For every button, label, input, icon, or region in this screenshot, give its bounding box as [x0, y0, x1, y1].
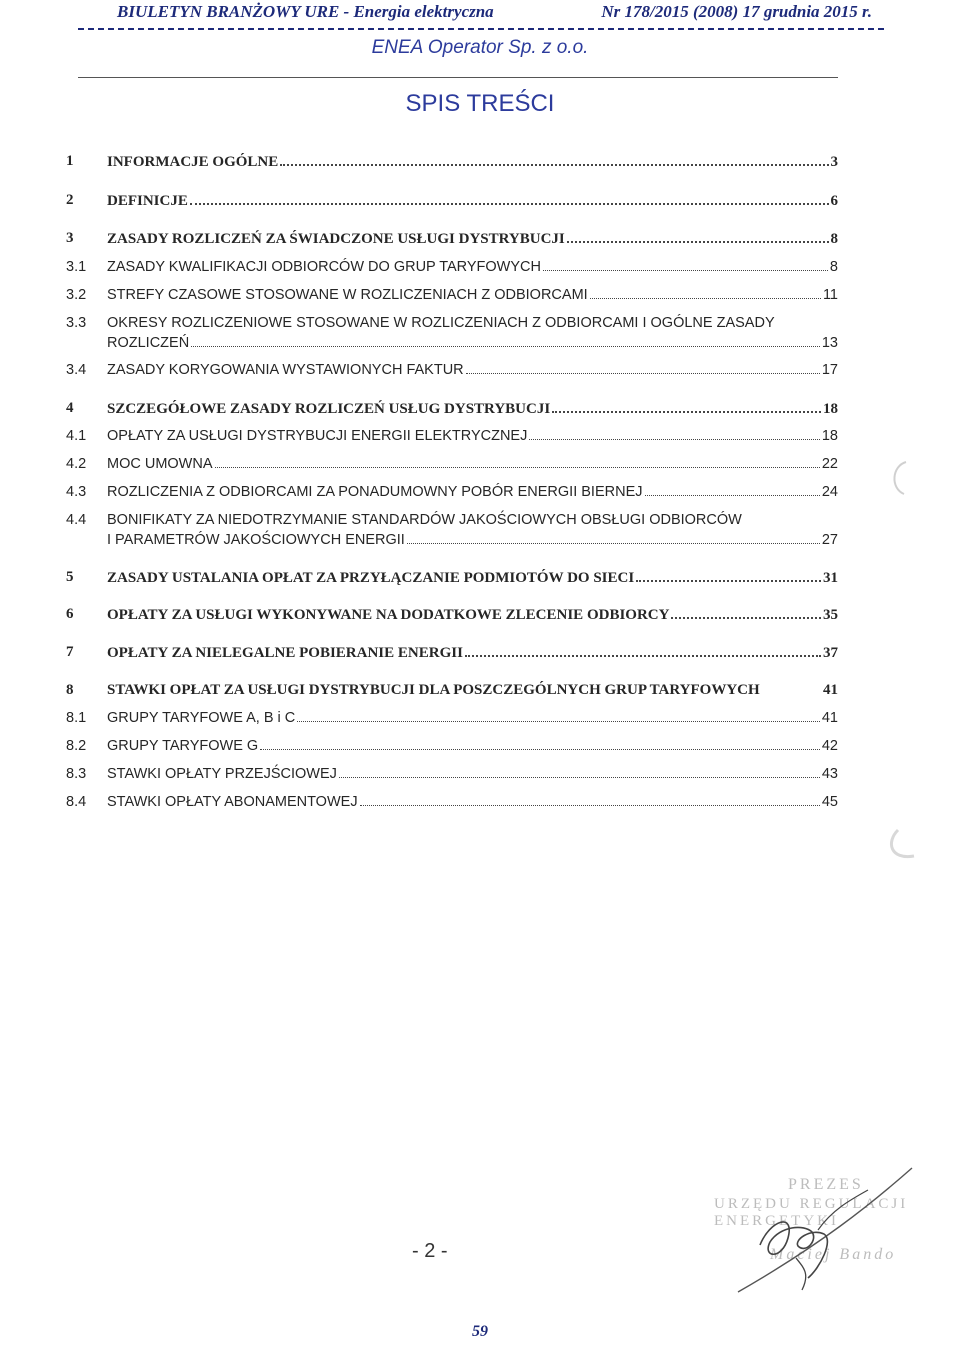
- header-divider: [78, 28, 884, 30]
- toc-entry-title: ROZLICZEŃ: [107, 335, 190, 351]
- toc-entry-title: OPŁATY ZA NIELEGALNE POBIERANIE ENERGII: [107, 645, 463, 661]
- bulletin-page-number: 59: [472, 1323, 488, 1340]
- toc-entry-number: 2: [66, 192, 74, 208]
- toc-page-number: 22: [821, 456, 838, 472]
- toc-leader-dots: [280, 151, 828, 166]
- toc-entry-number: 3.4: [66, 362, 87, 378]
- toc-page-number: 18: [823, 401, 838, 417]
- toc-entry[interactable]: [66, 764, 838, 784]
- toc-entry[interactable]: [66, 708, 838, 728]
- toc-entry-number: 8.3: [66, 766, 87, 782]
- toc-leader-dots: [645, 482, 820, 496]
- toc-entry-title: ZASADY KWALIFIKACJI ODBIORCÓW DO GRUP TARYFOWYCH: [107, 259, 541, 275]
- toc-entry-title: ROZLICZENIA Z ODBIORCAMI ZA PONADUMOWNY POBÓR ENERGII BIERNEJ: [107, 484, 643, 500]
- toc-page-number: 17: [821, 362, 838, 378]
- toc-entry[interactable]: [66, 680, 838, 700]
- toc-entry-title: STAWKI OPŁAT ZA USŁUGI DYSTRYBUCJI DLA POSZCZEGÓLNYCH GRUP TARYFOWYCH: [107, 682, 760, 698]
- toc-page-number: 6: [830, 193, 838, 209]
- bulletin-issue: Nr 178/2015 (2008) 17 grudnia 2015 r.: [601, 2, 872, 21]
- toc-entry-number: 6: [66, 606, 74, 622]
- toc-entry-title: OPŁATY ZA USŁUGI WYKONYWANE NA DODATKOWE ZLECENIE ODBIORCY: [107, 607, 670, 623]
- toc-entry-number: 4.2: [66, 456, 87, 472]
- toc-leader-dots: [297, 708, 820, 722]
- toc-entry[interactable]: [66, 482, 838, 502]
- toc-entry[interactable]: [66, 360, 838, 380]
- toc-entry-number: 1: [66, 153, 74, 169]
- toc-leader-dots: [339, 764, 820, 778]
- toc-entry-title: BONIFIKATY ZA NIEDOTRZYMANIE STANDARDÓW JAKOŚCIOWYCH OBSŁUGI ODBIORCÓW: [107, 512, 742, 528]
- toc-page-number: 18: [821, 428, 838, 444]
- official-stamp: [700, 1150, 940, 1300]
- toc-entry-number: 8: [66, 682, 74, 698]
- toc-leader-dots: [260, 736, 820, 750]
- toc-leader-dots: [567, 228, 829, 243]
- toc-entry-number: 3.3: [66, 315, 87, 331]
- stamp-line: URZĘDU REGULACJI ENERGETYKI: [714, 1196, 909, 1229]
- toc-entry-number: 3.2: [66, 287, 87, 303]
- toc-page-number: 43: [821, 766, 838, 782]
- toc-leader-dots: [590, 285, 821, 299]
- toc-page-number: 45: [821, 794, 838, 810]
- toc-entry-number: 4.3: [66, 484, 87, 500]
- toc-entry[interactable]: [66, 426, 838, 446]
- toc-entry-title: MOC UMOWNA: [107, 456, 213, 472]
- company-name: ENEA Operator Sp. z o.o.: [371, 37, 589, 58]
- toc-entry-number: 8.1: [66, 710, 87, 726]
- toc-leader-dots: [671, 604, 821, 619]
- margin-mark: [884, 458, 914, 498]
- toc-entry[interactable]: [66, 567, 838, 588]
- toc-entry-title: ZASADY ROZLICZEŃ ZA ŚWIADCZONE USŁUGI DYSTRYBUCJI: [107, 231, 565, 247]
- toc-entry-number: 5: [66, 569, 74, 585]
- toc-entry[interactable]: [66, 642, 838, 663]
- toc-entry-title: SZCZEGÓŁOWE ZASADY ROZLICZEŃ USŁUG DYSTRYBUCJI: [107, 401, 551, 417]
- toc-entry[interactable]: [66, 228, 838, 249]
- toc-entry-title: STAWKI OPŁATY ABONAMENTOWEJ: [107, 794, 358, 810]
- toc-leader-dots: [407, 530, 820, 544]
- toc-page-number: 31: [823, 570, 838, 586]
- toc-entry[interactable]: [66, 285, 838, 305]
- toc-entry-number: 8.2: [66, 738, 87, 754]
- stamp-line: PREZES: [788, 1176, 864, 1193]
- toc-leader-dots: [190, 190, 829, 205]
- toc-title: SPIS TREŚCI: [405, 90, 555, 117]
- toc-entry-title: STAWKI OPŁATY PRZEJŚCIOWEJ: [107, 766, 337, 782]
- toc-entry-title: ZASADY USTALANIA OPŁAT ZA PRZYŁĄCZANIE PODMIOTÓW DO SIECI: [107, 570, 635, 586]
- toc-leader-dots: [529, 426, 820, 440]
- page-number: - 2 -: [412, 1240, 448, 1262]
- toc-entry-number: 4.1: [66, 428, 87, 444]
- toc-entry-number: 7: [66, 644, 74, 660]
- toc-page-number: 13: [821, 335, 838, 351]
- toc-entry-title: OKRESY ROZLICZENIOWE STOSOWANE W ROZLICZENIACH Z ODBIORCAMI I OGÓLNE ZASADY: [107, 315, 775, 331]
- toc-entry-title: INFORMACJE OGÓLNE: [107, 154, 279, 170]
- toc-page-number: 42: [821, 738, 838, 754]
- toc-leader-dots: [360, 792, 820, 806]
- toc-entry-title: DEFINICJE: [107, 193, 188, 209]
- bulletin-title: BIULETYN BRANŻOWY URE - Energia elektryczna: [117, 2, 494, 21]
- toc-entry-title: GRUPY TARYFOWE A, B i C: [107, 710, 296, 726]
- toc-leader-dots: [636, 567, 821, 582]
- toc-page-number: 41: [823, 682, 838, 698]
- toc-leader-dots: [543, 257, 828, 271]
- toc-entry[interactable]: [66, 454, 838, 474]
- toc-leader-dots: [191, 333, 820, 347]
- margin-mark: [884, 826, 924, 866]
- toc-page-number: 8: [829, 259, 838, 275]
- toc-entry[interactable]: [66, 398, 838, 419]
- toc-page-number: 27: [821, 532, 838, 548]
- toc-entry-number: 4.4: [66, 512, 87, 528]
- toc-page-number: 3: [830, 154, 838, 170]
- toc-entry-number: 8.4: [66, 794, 87, 810]
- toc-page-number: 8: [830, 231, 838, 247]
- toc-leader-dots: [215, 454, 820, 468]
- toc-entry[interactable]: [66, 510, 838, 550]
- toc-entry-number: 3: [66, 230, 74, 246]
- toc-entry-title: OPŁATY ZA USŁUGI DYSTRYBUCJI ENERGII ELEKTRYCZNEJ: [107, 428, 528, 444]
- toc-entry-title: ZASADY KORYGOWANIA WYSTAWIONYCH FAKTUR: [107, 362, 464, 378]
- toc-entry[interactable]: [66, 313, 838, 353]
- toc-leader-dots: [465, 642, 821, 657]
- toc-page-number: 41: [821, 710, 838, 726]
- toc-page-number: 11: [822, 287, 838, 303]
- toc-page-number: 35: [823, 607, 838, 623]
- toc-entry[interactable]: [66, 604, 838, 625]
- toc-page-number: 37: [823, 645, 838, 661]
- company-divider: [78, 77, 838, 78]
- stamp-line: Maciej Bando: [770, 1246, 897, 1263]
- toc-leader-dots: [552, 398, 821, 413]
- toc-entry[interactable]: [66, 257, 838, 277]
- toc-entry-title: STREFY CZASOWE STOSOWANE W ROZLICZENIACH Z ODBIORCAMI: [107, 287, 588, 303]
- handwritten-signature: [700, 1150, 940, 1300]
- toc-entry-number: 4: [66, 400, 74, 416]
- toc-entry-title: I PARAMETRÓW JAKOŚCIOWYCH ENERGII: [107, 532, 405, 548]
- toc-page-number: 24: [821, 484, 838, 500]
- toc-entry[interactable]: [66, 190, 838, 211]
- toc-entry-number: 3.1: [66, 259, 87, 275]
- toc-entry-title: GRUPY TARYFOWE G: [107, 738, 259, 754]
- toc-leader-dots: [466, 360, 820, 374]
- toc-entry[interactable]: [66, 151, 838, 172]
- toc-entry[interactable]: [66, 736, 838, 756]
- toc-entry[interactable]: [66, 792, 838, 812]
